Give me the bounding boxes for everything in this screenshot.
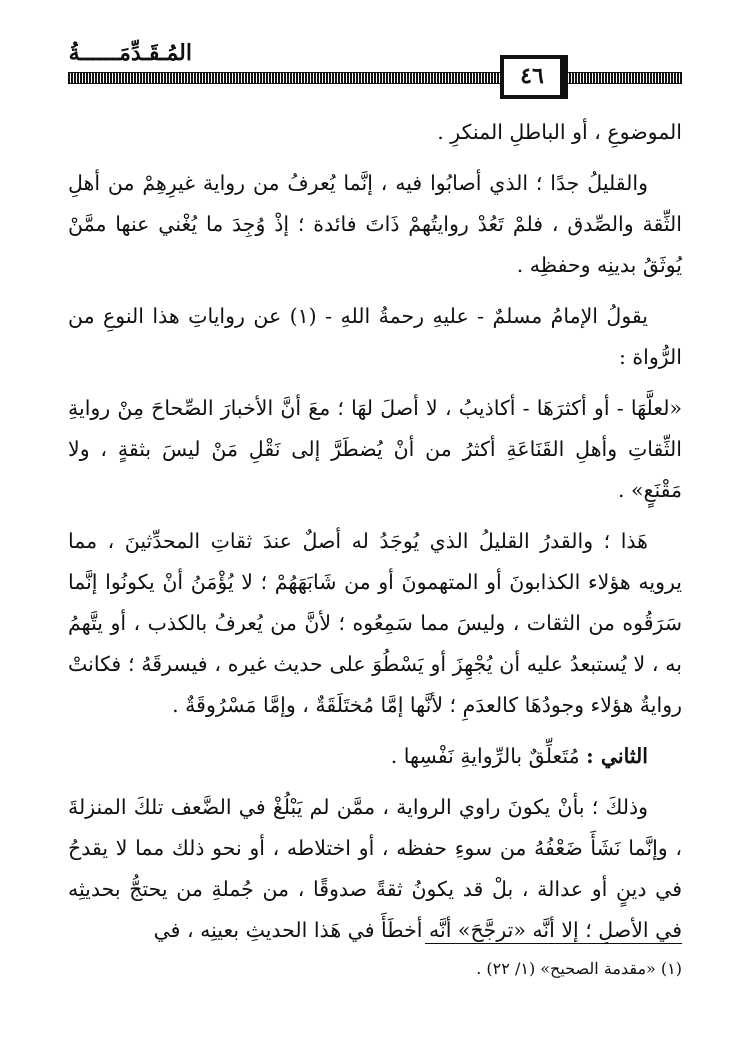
paragraph-1: الموضوعِ ، أو الباطلِ المنكرِ . xyxy=(437,120,682,144)
second-heading-label: الثاني : xyxy=(586,744,648,768)
paragraph-7: وذلكَ ؛ بأنْ يكونَ راوي الرواية ، ممَّن لم يَبْلُغْ في الضَّعف تلكَ المنزلةَ ، وإنَّما نَشَأَ ضَعْفُهُ من سوءِ حفظه ، أو اختلاطه ، أو نحو ذلك مما لا يقدحُ في دينٍ أو عدالة ، بلْ قد يكونُ ثقةً صدوقًا ، من جُملةِ من يحتجُّ بحديثِه في الأصلِ ؛ إلا أنَّه «ترجَّحَ» أنَّه أخطَأَ في هَذا الحديثِ بعينِه ، في xyxy=(68,795,682,942)
running-header-title: المُـقَـدِّمَــــــةُ xyxy=(68,40,192,66)
footnote-divider xyxy=(425,943,682,944)
page-number: ٤٦ xyxy=(500,55,564,99)
paragraph-5: هَذا ؛ والقدرُ القليلُ الذي يُوجَدُ له أصلٌ عندَ ثقاتِ المحدِّثينَ ، مما يرويه هؤلاء الكذابونَ أو المتهمونَ أو من شَابَهَهُمْ ؛ لا يُؤْمَنُ أنْ يكونُوا إنَّما سَرَقُوه من الثقات ، وليسَ مما سَمِعُوه ؛ لأنَّ من يُعرفُ بالكذب ، أو يتَّهمُ به ، لا يُستبعدُ عليه أن يُجْهِزَ أو يَسْطُوَ على حديث غيره ، فيسرقَهُ ؛ فكانتْ روايةُ هؤلاء وجودُهَا كالعدَمِ ؛ لأنَّها إمَّا مُختَلَقَةٌ ، وإمَّا مَسْرُوقَةٌ . xyxy=(68,529,682,717)
paragraph-2: والقليلُ جدًا ؛ الذي أصابُوا فيه ، إنَّما يُعرفُ من رواية غيرِهِمْ من أهلِ الثِّقة والصِّدق ، فلمْ تَعُدْ روايتُهمْ ذَاتَ فائدة ؛ إذْ وُجِدَ ما يُغْني عنها ممَّنْ يُوثَقُ بدينِه وحفظِه . xyxy=(68,171,682,277)
second-heading-text: مُتَعلِّقٌ بالرِّوايةِ نَفْسِها . xyxy=(390,744,587,768)
header-rule xyxy=(68,72,682,84)
second-heading-paragraph xyxy=(68,736,682,777)
paragraph-3: يقولُ الإمامُ مسلمٌ - عليهِ رحمةُ اللهِ - (١) عن رواياتِ هذا النوعِ من الرُّواة : xyxy=(68,304,682,369)
footnote: (١) «مقدمة الصحيح» (١/ ٢٢) . xyxy=(476,959,682,978)
quotation-paragraph: «لعلَّهَا - أو أكثرَهَا - أكاذيبُ ، لا أصلَ لهَا ؛ معَ أنَّ الأخبارَ الصِّحاحَ مِنْ روايةِ الثِّقاتِ وأهلِ القَنَاعَةِ أكثرُ من أنْ يُضطَرَّ إلى نَقْلِ مَنْ ليسَ بثقةٍ ، ولا مَقْنَعٍ» . xyxy=(68,396,682,502)
main-text xyxy=(68,112,682,961)
